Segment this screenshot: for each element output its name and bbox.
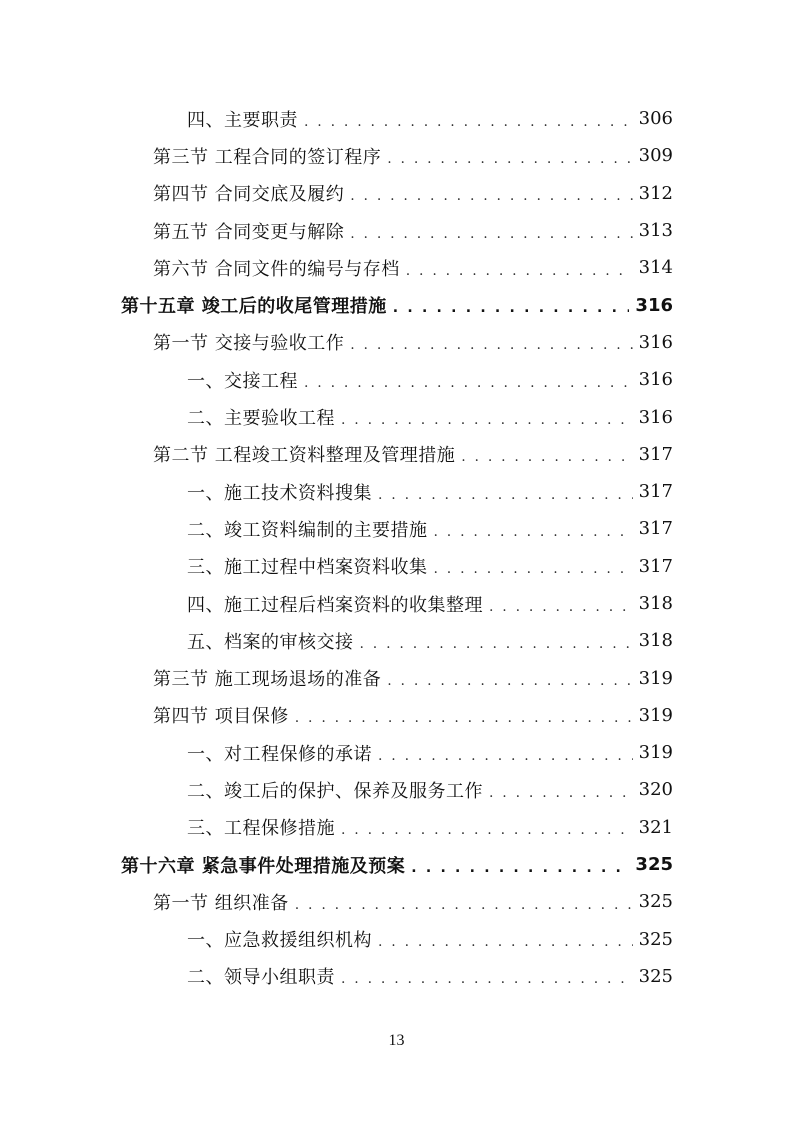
toc-chapter-entry[interactable] xyxy=(0,286,793,323)
toc-entry[interactable] xyxy=(0,697,793,734)
toc-dot-leader xyxy=(387,674,632,688)
toc-entry-label: 一、应急救援组织机构 xyxy=(187,930,372,952)
toc-entry-page: 319 xyxy=(638,704,673,726)
toc-entry-page: 312 xyxy=(638,182,673,204)
toc-dot-leader xyxy=(350,189,632,203)
toc-chapter-entry[interactable] xyxy=(0,846,793,883)
toc-entry-label: 第三节 工程合同的签订程序 xyxy=(153,146,382,168)
toc-dot-leader xyxy=(378,749,633,763)
toc-entry-label: 五、档案的审核交接 xyxy=(187,631,354,653)
toc-dot-leader xyxy=(406,264,633,278)
toc-entry[interactable] xyxy=(0,436,793,473)
toc-entry-label: 一、施工技术资料搜集 xyxy=(187,482,372,504)
toc-dot-leader xyxy=(387,152,632,166)
toc-entry[interactable] xyxy=(0,734,793,771)
toc-entry-label: 三、施工过程中档案资料收集 xyxy=(187,557,428,579)
toc-entry-label: 一、交接工程 xyxy=(187,370,298,392)
toc-entry-label: 第十五章 竣工后的收尾管理措施 xyxy=(121,296,387,318)
toc-dot-leader xyxy=(461,450,632,464)
toc-entry-label: 三、工程保修措施 xyxy=(187,818,335,840)
toc-entry-label: 二、竣工后的保护、保养及服务工作 xyxy=(187,780,483,802)
toc-entry-page: 317 xyxy=(638,443,673,465)
toc-entry-label: 四、主要职责 xyxy=(187,109,298,131)
toc-dot-leader xyxy=(360,637,633,651)
toc-entry-page: 313 xyxy=(638,220,673,242)
toc-entry-page: 321 xyxy=(638,816,673,838)
toc-entry-page: 325 xyxy=(638,965,673,987)
toc-dot-leader xyxy=(350,227,632,241)
toc-entry[interactable] xyxy=(0,510,793,547)
toc-entry[interactable] xyxy=(0,324,793,361)
toc-entry[interactable] xyxy=(0,361,793,398)
toc-entry-label: 第六节 合同文件的编号与存档 xyxy=(153,258,400,280)
toc-entry[interactable] xyxy=(0,809,793,846)
toc-entry-page: 306 xyxy=(638,108,673,130)
toc-entry-page: 325 xyxy=(638,891,673,913)
toc-entry-label: 第三节 施工现场退场的准备 xyxy=(153,669,382,691)
toc-entry[interactable] xyxy=(0,212,793,249)
toc-entry[interactable] xyxy=(0,958,793,995)
toc-entry-page: 319 xyxy=(638,667,673,689)
toc-entry-page: 316 xyxy=(635,294,673,316)
toc-dot-leader xyxy=(434,562,633,576)
toc-entry-page: 316 xyxy=(638,331,673,353)
toc-dot-leader xyxy=(341,972,633,986)
toc-entry-label: 第一节 交接与验收工作 xyxy=(153,333,345,355)
toc-entry[interactable] xyxy=(0,137,793,174)
toc-entry-label: 一、对工程保修的承诺 xyxy=(187,743,372,765)
toc-dot-leader xyxy=(341,413,633,427)
toc-dot-leader xyxy=(378,488,633,502)
toc-entry-label: 第二节 工程竣工资料整理及管理措施 xyxy=(153,445,456,467)
toc-entry-page: 309 xyxy=(638,145,673,167)
toc-entry-page: 318 xyxy=(638,630,673,652)
toc-entry-label: 二、领导小组职责 xyxy=(187,967,335,989)
toc-entry[interactable] xyxy=(0,622,793,659)
toc-dot-leader xyxy=(434,525,633,539)
toc-entry-label: 第五节 合同变更与解除 xyxy=(153,221,345,243)
toc-entry-page: 318 xyxy=(638,593,673,614)
toc-dot-leader xyxy=(411,861,629,875)
toc-entry-page: 325 xyxy=(638,928,673,950)
toc-entry[interactable] xyxy=(0,771,793,808)
toc-entry[interactable] xyxy=(0,249,793,286)
toc-entry-page: 317 xyxy=(638,518,673,540)
toc-entry[interactable] xyxy=(0,100,793,137)
toc-entry-page: 314 xyxy=(638,257,673,279)
toc-entry-page: 320 xyxy=(638,779,673,801)
toc-entry[interactable] xyxy=(0,585,793,622)
toc-entry[interactable] xyxy=(0,473,793,510)
toc-dot-leader xyxy=(489,600,633,614)
page-number: 13 xyxy=(388,1032,405,1049)
toc-dot-leader xyxy=(350,338,632,352)
table-of-contents xyxy=(0,100,793,995)
toc-entry[interactable] xyxy=(0,883,793,920)
toc-entry[interactable] xyxy=(0,921,793,958)
toc-entry-page: 317 xyxy=(638,481,673,503)
toc-entry-label: 第一节 组织准备 xyxy=(153,892,289,914)
toc-entry-label: 第四节 合同交底及履约 xyxy=(153,184,345,206)
toc-entry[interactable] xyxy=(0,398,793,435)
toc-entry-label: 二、竣工资料编制的主要措施 xyxy=(187,519,428,541)
toc-entry-page: 316 xyxy=(638,406,673,428)
toc-dot-leader xyxy=(489,786,633,800)
toc-entry-page: 317 xyxy=(638,555,673,577)
toc-entry-label: 二、主要验收工程 xyxy=(187,408,335,430)
toc-dot-leader xyxy=(295,711,633,725)
toc-entry[interactable] xyxy=(0,659,793,696)
toc-entry-page: 319 xyxy=(638,742,673,764)
toc-entry-page: 316 xyxy=(638,369,673,391)
toc-entry[interactable] xyxy=(0,175,793,212)
toc-dot-leader xyxy=(341,823,633,837)
toc-dot-leader xyxy=(304,115,633,129)
toc-entry-page: 325 xyxy=(635,854,673,876)
toc-dot-leader xyxy=(295,898,633,912)
toc-dot-leader xyxy=(304,376,633,390)
toc-entry[interactable] xyxy=(0,548,793,585)
toc-dot-leader xyxy=(393,301,630,315)
toc-dot-leader xyxy=(378,935,633,949)
toc-entry-label: 四、施工过程后档案资料的收集整理 xyxy=(187,594,483,616)
toc-entry-label: 第四节 项目保修 xyxy=(153,706,289,728)
toc-entry-label: 第十六章 紧急事件处理措施及预案 xyxy=(121,855,406,877)
